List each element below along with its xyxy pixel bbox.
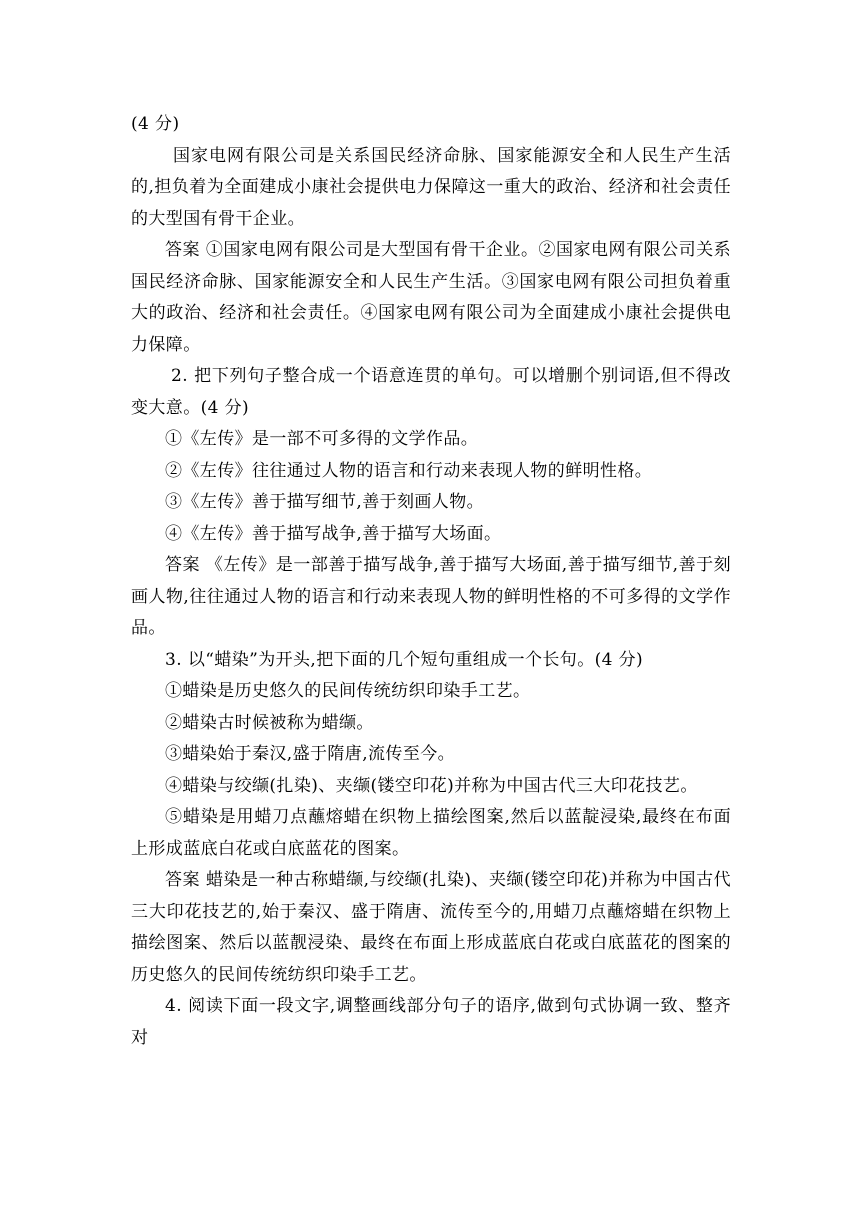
- question-2-sentence-3: ③《左传》善于描写细节,善于刻画人物。: [165, 492, 485, 512]
- question-3-prompt: 3. 以“蜡染”为开头,把下面的几个短句重组成一个长句。(4 分): [165, 649, 644, 670]
- question-3-sentence-5: ⑤蜡染是用蜡刀点蘸熔蜡在织物上描绘图案,然后以蓝靛浸染,最终在布面上形成蓝底白花或白底蓝花的图案。: [131, 807, 731, 859]
- question-2-sentence-2: ②《左传》往往通过人物的语言和行动来表现人物的鲜明性格。: [165, 460, 653, 481]
- score-note: (4 分): [131, 114, 180, 134]
- answer-3: 答案 蜡染是一种古称蜡缬,与绞缬(扎染)、夹缬(镂空印花)并称为中国古代三大印花技艺的,始于秦汉、盛于隋唐、流传至今的,用蜡刀点蘸熔蜡在织物上描绘图案、然后以蓝靓浸染、最终在布面上形成蓝底白花或白底蓝花的图案的历史悠久的民间传统纺织印染手工艺。: [131, 870, 731, 985]
- question-2-prompt: 2. 把下列句子整合成一个语意连贯的单句。可以增删个别词语,但不得改变大意。(4 分): [131, 366, 731, 418]
- question-2-sentence-1: ①《左传》是一部不可多得的文学作品。: [165, 429, 479, 449]
- question-3-sentence-1: ①蜡染是历史悠久的民间传统纺织印染手工艺。: [165, 681, 531, 701]
- question-2-sentence-4: ④《左传》善于描写战争,善于描写大场面。: [165, 523, 502, 544]
- document-body: [131, 109, 731, 1054]
- question-3-sentence-3: ③蜡染始于秦汉,盛于隋唐,流传至今。: [165, 744, 456, 764]
- question-3-sentence-4: ④蜡染与绞缬(扎染)、夹缬(镂空印花)并称为中国古代三大印花技艺。: [165, 775, 698, 796]
- answer-2: 答案 《左传》是一部善于描写战争,善于描写大场面,善于描写细节,善于刻画人物,往往通过人物的语言和行动来表现人物的鲜明性格的不可多得的文学作品。: [131, 555, 731, 638]
- question-3-sentence-2: ②蜡染古时候被称为蜡缬。: [165, 712, 374, 733]
- answer-1: 答案 ①国家电网有限公司是大型国有骨干企业。②国家电网有限公司关系国民经济命脉、国家能源安全和人民生产生活。③国家电网有限公司担负着重大的政治、经济和社会责任。④国家电网有限公司为全面建成小康社会提供电力保障。: [131, 240, 731, 355]
- question-1-source-sentence: 国家电网有限公司是关系国民经济命脉、国家能源安全和人民生产生活的,担负着为全面建成小康社会提供电力保障这一重大的政治、经济和社会责任的大型国有骨干企业。: [131, 145, 731, 229]
- question-4-prompt: 4. 阅读下面一段文字,调整画线部分句子的语序,做到句式协调一致、整齐对: [131, 996, 731, 1048]
